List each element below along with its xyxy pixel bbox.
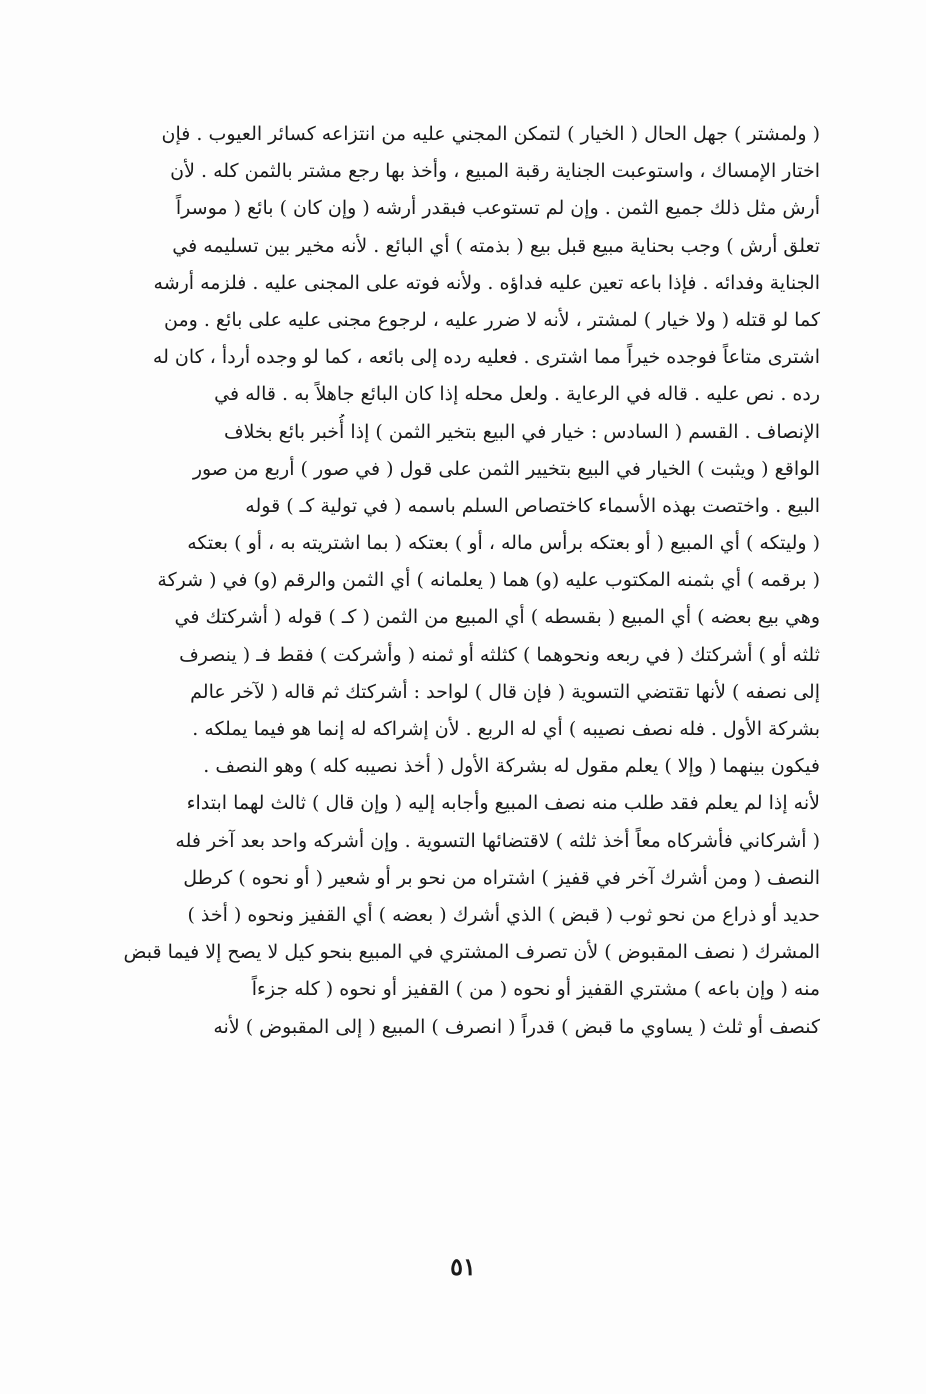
text-line-13: ( برقمه ) أي بثمنه المكتوب عليه (و) هما ( يعلمانه ) أي الثمن والرقم (و) في ( شركة [157,569,820,592]
page-number: ٥١ [450,1252,476,1281]
text-line-12: ( وليتكه ) أي المبيع ( أو بعتكه برأس ماله ، أو ) بعتكه ( بما اشتريته به ، أو ) بعتكه [187,532,820,555]
text-line-25: كنصف أو ثلث ( يساوي ما قبض ) قدراً ( انصرف ) المبيع ( إلى المقبوض ) لأنه [213,1015,820,1038]
text-line-4: تعلق أرش ) وجب بحناية مبيع قبل بيع ( بذمته ) أي البائع . لأنه مخير بين تسليمه في [172,234,820,257]
text-line-20: ( أشركاني فأشركاه معاً أخذ ثلثه ) لاقتضائها التسوية . وإن أشركه واحد بعد آخر فله [175,829,820,852]
text-line-8: رده . نص عليه . قاله في الرعاية . ولعل محله إذا كان البائع جاهلاً به . قاله في [214,383,820,406]
text-line-1: ( ولمشتر ) جهل الحال ( الخيار ) لتمكن المجني عليه من انتزاعه كسائر العيوب . فإن [161,123,820,145]
text-line-5: الجناية وفدائه . فإذا باعه تعين عليه فداؤه . ولأنه فوته على المجنى عليه . فلزمه أرشه [153,271,820,294]
text-line-7: اشترى متاعاً فوجده خيراً مما اشترى . فعليه رده إلى بائعه ، كما لو وجده أردأ ، كان له [152,346,820,369]
text-line-14: وهي بيع بعضه ) أي المبيع ( بقسطه ) أي المبيع من الثمن ( كـ ) قوله ( أشركتك في [174,606,820,629]
text-line-2: اختار الإمساك ، واستوعبت الجناية رقبة المبيع ، وأخذ بها رجع مشتر بالثمن كله . لأن [170,160,820,183]
text-line-11: البيع . واختصت بهذه الأسماء كاختصاص السلم باسمه ( في تولية كـ ) قوله [245,494,820,517]
text-line-16: إلى نصفه ) لأنها تقتضي التسوية ( فإن قال ) لواحد : أشركتك ثم قاله ( لآخر عالم [190,680,820,703]
text-line-6: كما لو قتله ( ولا خيار ) لمشتر ، لأنه لا ضرر عليه ، لرجوع مجنى عليه على بائع . ومن [163,308,820,331]
text-line-9: الإنصاف . القسم ( السادس : خيار في البيع بتخير الثمن ) إذا أُخبر بائع بخلاف [223,420,820,443]
text-line-21: النصف ( ومن أشرك آخر في قفيز ) اشتراه من نحو بر أو شعير ( أو نحوه ) كرطل [183,866,820,889]
text-line-10: الواقع ( ويثبت ) الخيار في البيع بتخيير الثمن على قول ( في صور ) أربع من صور [192,457,820,480]
text-line-22: حديد أو ذراع من نحو ثوب ( قبض ) الذي أشرك ( بعضه ) أي القفيز ونحوه ( أخذ ) [187,903,820,926]
text-line-17: بشركة الأول . فله نصف نصيبه ) أي له الربع . لأن إشراكه له إنما هو فيما يملكه . [192,718,820,740]
text-line-19: لأنه إذا لم يعلم فقد طلب منه نصف المبيع وأجابه إليه ( وإن قال ) ثالث لهما ابتداء [186,792,820,815]
text-line-24: منه ( وإن باعه ) مشتري القفيز أو نحوه ( من ) القفيز أو نحوه ( كله جزءاً [251,978,820,1001]
text-line-23: المشرك ( نصف المقبوض ) لأن تصرف المشتري في المبيع بنحو كيل لا يصح إلا فيما قبض [123,941,820,964]
text-line-18: فيكون بينهما ( وإلا ) يعلم مقول له بشركة الأول ( أخذ نصيبه كله ) وهو النصف . [203,755,820,778]
text-line-15: ثلثه أو ) أشركتك ( في ربعه ونحوهما ) كثلثه أو ثمنه ( وأشركت ) فقط فـ ( ينصرف [179,643,820,666]
body-text [100,116,820,1046]
text-line-3: أرش مثل ذلك جميع الثمن . وإن لم تستوعب فبقدر أرشه ( وإن كان ) بائع ( موسراً [175,197,820,220]
